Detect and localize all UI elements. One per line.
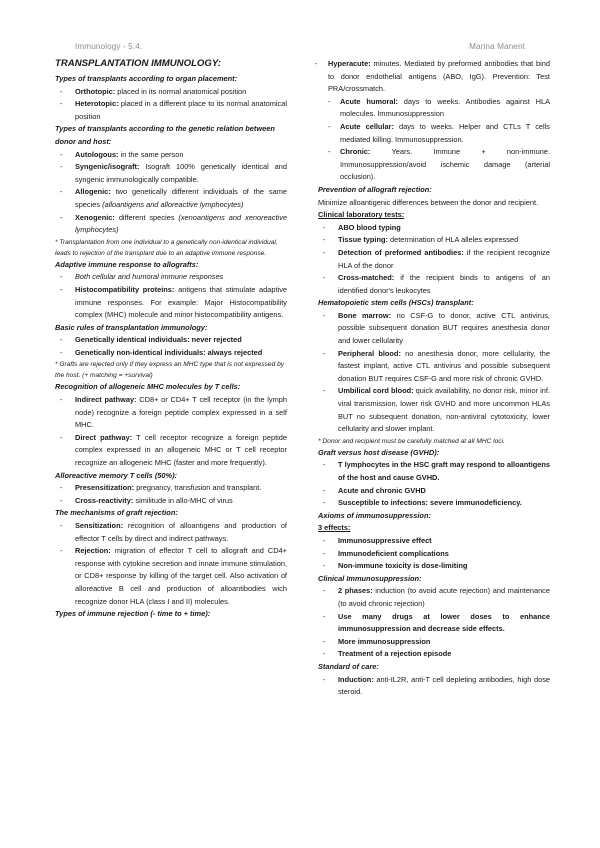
list-item-term: Histocompatibility proteins: xyxy=(75,284,175,294)
list-item-text: days to weeks. Helper and CTLs T cells mediated killing. Immunosuppression. xyxy=(340,121,550,144)
standard-of-care-list xyxy=(318,674,550,699)
list-item-text: Isograft 100% genetically identical and syngenic immunologically compatible. xyxy=(75,162,287,184)
list-item-text: two genetically different individuals of the same species xyxy=(75,187,287,209)
list-item-text: T cell receptor recognize a foreign peptide complex expressed in an allogeneic MHC or T cell receptor recognize an allogeneic MHC (faster and more frequently). xyxy=(75,432,287,468)
list-item-term: Detection of preformed antibodies: xyxy=(338,247,464,257)
recognition-list xyxy=(55,394,287,470)
list-item xyxy=(318,636,550,649)
list-item-term: Induction: xyxy=(338,674,374,684)
list-item xyxy=(318,310,550,348)
list-item xyxy=(318,385,550,435)
list-item-term: Bone marrow: xyxy=(338,310,392,320)
list-item-term: ABO blood typing xyxy=(338,222,401,232)
list-item xyxy=(55,86,287,99)
list-item-term: Acute cellular: xyxy=(340,121,394,131)
organ-placement-list xyxy=(55,86,287,124)
list-item-term: Immunosuppressive effect xyxy=(338,535,432,545)
rules-note: * Grafts are rejected only if they express an MHC type that is not expressed by the host. (+ matching = +survival) xyxy=(55,361,285,380)
list-item-term: Hyperacute: xyxy=(328,59,371,68)
list-item-term: More immunosuppression xyxy=(338,636,431,646)
list-item xyxy=(55,149,287,162)
list-item-text: anti-IL2R, anti-T cell depleting antibodies, high dose steroid. xyxy=(338,674,550,697)
list-item-text: induction (to avoid acute rejection) and maintenance (to avoid chronic rejection) xyxy=(338,586,550,608)
list-item-text: Years. Immune + non-immune. Immunosuppression/avoid ischemic damage (arterial occlusion). xyxy=(340,147,550,182)
list-item xyxy=(318,272,550,297)
genetic-note: * Transplantation from one individual to a genetically non-identical individual, leads to rejection of the transplant due to an adaptive immune response. xyxy=(55,238,278,257)
hsc-note: * Donor and recipient must be carefully matched at all MHC loci. xyxy=(318,437,505,445)
list-item xyxy=(318,348,550,386)
clinical-immunosuppression-list xyxy=(318,585,550,661)
hsc-list xyxy=(318,310,550,436)
page-title: TRANSPLANTATION IMMUNOLOGY: xyxy=(55,58,221,69)
list-item-italic: (xenoantigens and xenoreactive lymphocytes) xyxy=(75,212,287,235)
list-item xyxy=(318,247,550,272)
clinical-tests-list xyxy=(318,222,550,298)
list-item-italic: Both cellular and humoral immune responses xyxy=(75,272,224,282)
list-item-text: minutes. Mediated by preformed antibodies that bind to donor endothelial antigens (ABO, IgG). Prevention: Test PRA/crossmatch. xyxy=(328,59,550,94)
list-item-term: Use many drugs at lower doses to enhance immunosuppression and decrease side effects. xyxy=(338,611,550,634)
organ-placement-heading: Types of transplants according to organ placement: xyxy=(55,74,238,83)
list-item-text: no CSF-G to donor, active CTL antivirus, possible subsequent donation BUT requires anesthesia donor and lower cellularity xyxy=(338,310,550,346)
list-item xyxy=(55,432,287,470)
rejection-types-heading: Types of immune rejection (- time to + time): xyxy=(55,609,211,619)
list-item xyxy=(55,212,287,237)
list-item-term: Heterotopic: xyxy=(75,99,119,109)
list-item-text: quick availability, no donor risk, minor inf. viral transmission, lower risk GVHD and more uncommon HLAs BUT no subsequent donation, non-antiviral cytotoxicity, lower cellularity and slower implant. xyxy=(338,386,550,434)
list-item-term: Autologous: xyxy=(75,149,119,159)
list-item-term: Tissue typing: xyxy=(338,235,388,245)
list-item-text: placed in a different place to its normal anatomical position xyxy=(75,99,287,121)
list-item-term: Orthotopic: xyxy=(75,86,116,96)
list-item-term: Indirect pathway: xyxy=(75,395,137,405)
mechanisms-heading: The mechanisms of graft rejection: xyxy=(55,508,178,518)
mechanisms-list xyxy=(55,520,287,608)
list-item xyxy=(318,611,550,636)
list-item-term: Cross-reactivity: xyxy=(75,495,134,505)
memory-cells-list xyxy=(55,482,287,507)
basic-rules-heading: Basic rules of transplantation immunology: xyxy=(55,322,208,332)
list-item-term: Chronic: xyxy=(340,147,371,157)
clinical-tests-heading: Clinical laboratory tests: xyxy=(318,210,405,220)
list-item-term: Acute humoral: xyxy=(340,96,398,106)
list-item-term: Sensitization: xyxy=(75,521,124,530)
list-item xyxy=(318,459,550,484)
recognition-heading: Recognition of allogeneic MHC molecules by T cells: xyxy=(55,382,241,392)
adaptive-response-list xyxy=(55,271,287,321)
list-item xyxy=(318,548,550,561)
list-item-term: Non-immune toxicity is dose-limiting xyxy=(338,561,468,571)
list-item-term: Acute and chronic GVHD xyxy=(338,485,426,495)
list-item xyxy=(55,520,287,545)
list-item-text: if the recipient recognize HLA of the donor xyxy=(338,247,550,270)
list-item-text: CD8+ or CD4+ T cell receptor (in the lymph node) recognize a foreign peptide complex expressed in a self MHC. xyxy=(75,395,288,430)
list-item-term: Syngenic/isograft: xyxy=(75,162,140,172)
list-item-term: Susceptible to infections: severe immunodeficiency. xyxy=(338,498,522,508)
list-item-text: recognition of alloantigens and production of effector T cells by direct and indirect pathways. xyxy=(75,521,287,543)
list-item-term: Genetically non-identical individuals: always rejected xyxy=(75,347,263,357)
adaptive-response-heading: Adaptive immune response to allografts: xyxy=(55,259,199,269)
list-item-term: Immunodeficient complications xyxy=(338,548,449,558)
effects-heading: 3 effects: xyxy=(318,523,351,533)
list-item xyxy=(318,58,550,96)
genetic-relation-list xyxy=(55,149,287,237)
list-item-text: different species xyxy=(114,212,179,222)
list-item xyxy=(55,482,287,495)
list-item-text: no anesthesia donor, more cellularity, the fastest implant, active CTL antivirus and possible subsequent donation BUT requires CSF-G and more risk of chronic GVHD. xyxy=(338,348,550,383)
list-item xyxy=(318,234,550,247)
standard-of-care-heading: Standard of care: xyxy=(318,661,379,671)
genetic-relation-heading: Types of transplants according to the genetic relation between donor and host: xyxy=(55,124,275,146)
list-item xyxy=(318,96,550,121)
list-item-term: Direct pathway: xyxy=(75,432,133,442)
list-item-term: T lymphocytes in the HSC graft may respond to alloantigens of the host and cause GVHD. xyxy=(338,460,550,482)
memory-cells-heading: Alloreactive memory T cells (50%): xyxy=(55,470,177,480)
list-item-term: Rejection: xyxy=(75,546,111,556)
rejection-types-list xyxy=(318,58,550,184)
list-item xyxy=(318,560,550,573)
list-item-text: days to weeks. Antibodies against HLA molecules. Immunosuppression xyxy=(340,96,551,119)
list-item-italic: (alloantigens and alloreactive lymphocytes) xyxy=(102,199,244,209)
list-item-term: 2 phases: xyxy=(338,586,373,596)
list-item xyxy=(318,485,550,498)
list-item-term: Umbilical cord blood: xyxy=(338,386,414,396)
list-item-term: Cross-matched: xyxy=(338,273,395,283)
list-item-term: Genetically identical individuals: never rejected xyxy=(75,335,242,345)
list-item xyxy=(55,334,287,347)
list-item-term: Presensitization: xyxy=(75,483,135,493)
list-item xyxy=(55,186,287,211)
list-item xyxy=(55,271,287,284)
prevention-heading: Prevention of allograft rejection: xyxy=(318,184,432,194)
list-item xyxy=(55,98,287,123)
gvhd-heading: Graft versus host disease (GVHD): xyxy=(318,447,440,457)
gvhd-list xyxy=(318,459,550,509)
header-left: Immunology - 5.4. xyxy=(75,42,143,51)
list-item xyxy=(55,284,287,322)
list-item xyxy=(318,648,550,661)
list-item xyxy=(318,146,550,184)
list-item xyxy=(318,585,550,610)
list-item xyxy=(318,674,550,699)
list-item xyxy=(318,497,550,510)
list-item-text: in the same person xyxy=(118,149,184,159)
list-item xyxy=(55,347,287,360)
list-item xyxy=(55,545,287,608)
list-item-text: migration of effector T cell to allograft and CD4+ response with cytokine secretion and innate immune stimulation, or CD8+ response by killing of the target cell. Also activation of alloreactive B cell and production of alloantibodies wich recognize donor HLA (class I and II) molecules. xyxy=(75,546,287,606)
clinical-immunosuppression-heading: Clinical Immunosuppression: xyxy=(318,573,422,583)
hsc-heading: Hematopoietic stem cells (HSCs) transplant: xyxy=(318,298,474,308)
list-item xyxy=(55,161,287,186)
left-column xyxy=(55,58,287,621)
list-item xyxy=(318,121,550,146)
prevention-text: Minimize alloantigenic differences between the donor and recipient. xyxy=(318,197,539,207)
list-item-term: Treatment of a rejection episode xyxy=(338,649,452,659)
list-item-text: antigens that stimulate adaptive immune responses. For example: Major Histocompatibility complex (MHC) molecule and minor histocompatibility antigens. xyxy=(75,284,288,320)
effects-list xyxy=(318,535,550,573)
list-item xyxy=(318,535,550,548)
list-item xyxy=(55,495,287,508)
header-right: Marina Manent xyxy=(469,42,525,51)
axioms-heading: Axioms of immunosuppression: xyxy=(318,510,431,520)
list-item-term: Xenogenic: xyxy=(75,212,115,222)
list-item-text: similitude in allo-MHC of virus xyxy=(133,495,233,505)
list-item-text: pregnancy, transfusion and transplant. xyxy=(134,483,262,493)
list-item-text: placed in its normal anatomical position xyxy=(115,86,247,96)
list-item xyxy=(55,394,287,432)
right-column xyxy=(318,58,550,699)
list-item xyxy=(318,222,550,235)
list-item-term: Peripheral blood: xyxy=(338,348,401,358)
basic-rules-list xyxy=(55,334,287,359)
list-item-term: Allogenic: xyxy=(75,187,111,197)
list-item-text: determination of HLA alleles expressed xyxy=(387,235,519,245)
list-item-text: if the recipient binds to antigens of an identified donor's leukocytes xyxy=(338,273,550,295)
